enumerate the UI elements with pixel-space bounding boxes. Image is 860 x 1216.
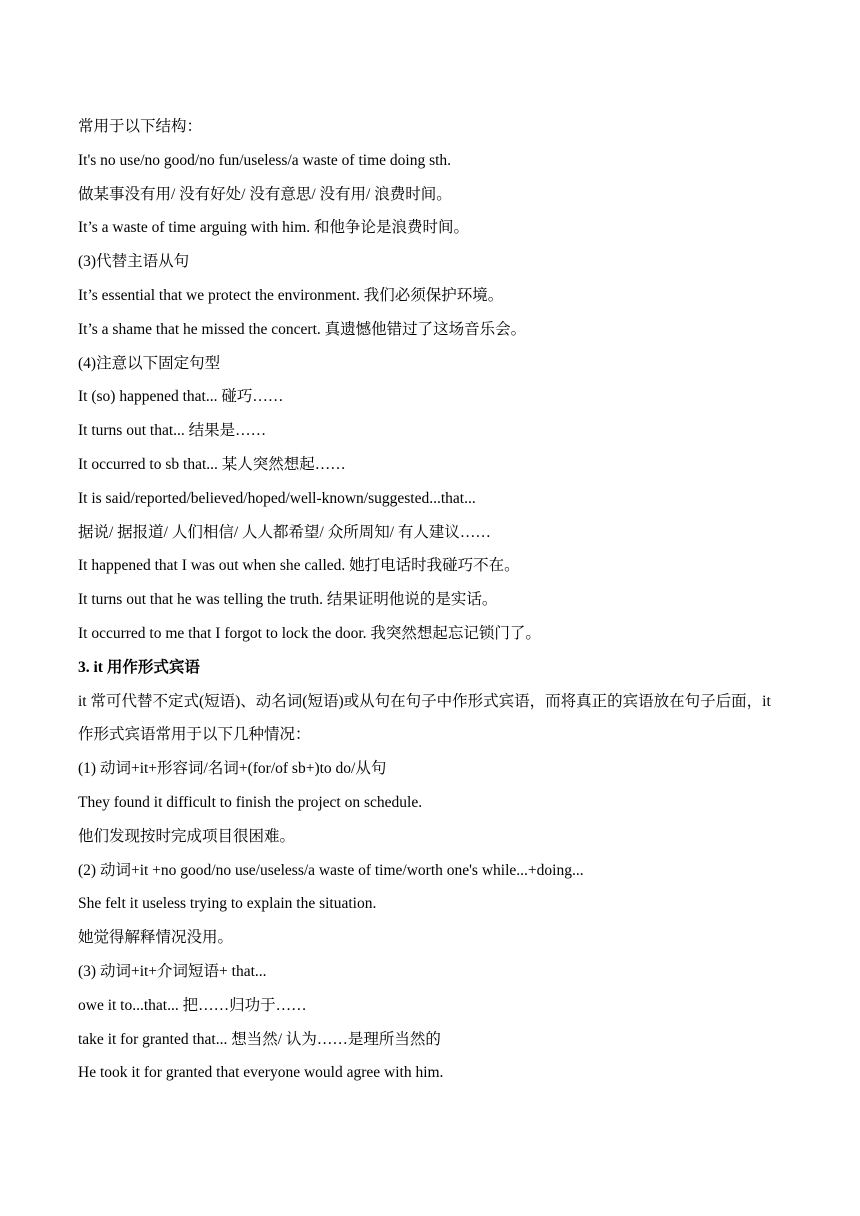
text-line: It turns out that he was telling the truth. 结果证明他说的是实话。 [78, 591, 498, 609]
text-line: It’s a shame that he missed the concert. 真遗憾他错过了这场音乐会。 [78, 320, 527, 338]
text-line: It turns out that... 结果是…… [78, 422, 267, 440]
text-line: He took it for granted that everyone would agree with him. [78, 1064, 444, 1082]
subsection-label: (2) 动词+it +no good/no use/useless/a waste of time/worth one's while...+doing... [78, 861, 584, 879]
subsection-label: (1) 动词+it+形容词/名词+(for/of sb+)to do/从句 [78, 760, 387, 778]
text-line: 据说/ 据报道/ 人们相信/ 人人都希望/ 众所周知/ 有人建议…… [78, 523, 491, 541]
text-line: They found it difficult to finish the project on schedule. [78, 793, 423, 811]
text-line: It's no use/no good/no fun/useless/a waste of time doing sth. [78, 151, 452, 169]
text-line: owe it to...that... 把……归功于…… [78, 996, 307, 1014]
subsection-label: (3) 动词+it+介词短语+ that... [78, 962, 267, 980]
subsection-label: (3)代替主语从句 [78, 253, 190, 271]
text-line: It occurred to sb that... 某人突然想起…… [78, 455, 346, 473]
text-line: 做某事没有用/ 没有好处/ 没有意思/ 没有用/ 浪费时间。 [78, 185, 452, 203]
text-line: It’s a waste of time arguing with him. 和他争论是浪费时间。 [78, 219, 470, 237]
text-line: 她觉得解释情况没用。 [78, 929, 234, 947]
text-line: 常用于以下结构： [78, 118, 203, 135]
text-line: It occurred to me that I forgot to lock the door. 我突然想起忘记锁门了。 [78, 624, 541, 642]
text-line: She felt it useless trying to explain the situation. [78, 895, 377, 913]
text-line: 他们发现按时完成项目很困难。 [78, 827, 296, 845]
text-line: It (so) happened that... 碰巧…… [78, 388, 284, 406]
text-line: It is said/reported/believed/hoped/well-known/suggested...that... [78, 489, 476, 507]
text-line: take it for granted that... 想当然/ 认为……是理所当然的 [78, 1030, 441, 1048]
text-line: It happened that I was out when she called. 她打电话时我碰巧不在。 [78, 557, 520, 575]
section-heading: 3. it 用作形式宾语 [78, 658, 200, 676]
document-body [78, 110, 788, 1090]
paragraph: it 常可代替不定式(短语)、动名词(短语)或从句在句子中作形式宾语，而将真正的宾语放在句子后面，it 作形式宾语常用于以下几种情况： [78, 692, 771, 744]
text-line: It’s essential that we protect the environment. 我们必须保护环境。 [78, 286, 504, 304]
subsection-label: (4)注意以下固定句型 [78, 354, 221, 372]
